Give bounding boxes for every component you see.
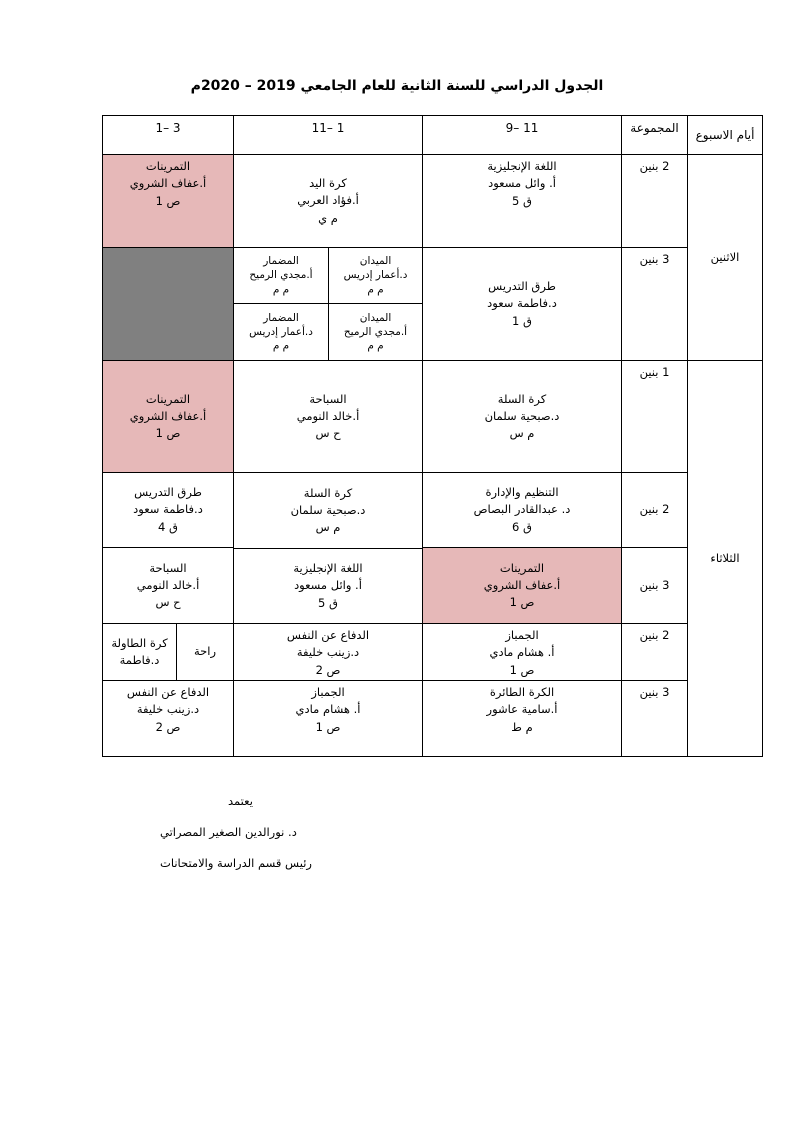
group-label: 3 بنين [621, 547, 688, 624]
day-tuesday: الثلاثاء [687, 360, 763, 757]
day-monday: الاثنين [687, 154, 763, 361]
group-label: 2 بنين [621, 472, 688, 548]
class-cell: كرة السلة د.صبحية سلمان م س اللغة الإنجليزية أ. وائل مسعود ق 5 [233, 472, 423, 624]
class-cell: راحة [176, 623, 234, 681]
class-cell: كرة السلة د.صبحية سلمان م س [422, 360, 622, 473]
header-slot3: 1– 3 [102, 115, 234, 155]
header-slot1: 9– 11 [422, 115, 622, 155]
class-cell: المضمار د.أعمار إدريس م م [233, 303, 329, 361]
class-cell: الدفاع عن النفس د.زينب خليفة ص 2 [102, 680, 234, 757]
class-cell: الميدان أ.مجدي الرميح م م [328, 303, 423, 361]
class-cell: التمرينات أ.عفاف الشروي ص 1 [422, 547, 622, 624]
header-slot2: 11– 1 [233, 115, 423, 155]
class-cell: المضمار أ.مجدي الرميح م م [233, 247, 329, 304]
signatory-role: رئيس قسم الدراسة والامتحانات [160, 856, 312, 870]
header-days: أيام الاسبوع [687, 115, 763, 155]
class-cell: الجمباز أ. هشام مادي ص 1 [233, 680, 423, 757]
class-cell: الميدان د.أعمار إدريس م م [328, 247, 423, 304]
class-cell: التنظيم والإدارة د. عبدالقادر البصاص ق 6 [422, 472, 622, 548]
class-cell: السباحة أ.خالد النومي ح س [102, 547, 234, 624]
signatory-name: د. نورالدين الصغير المصراتي [160, 825, 297, 839]
approval-label: يعتمد [228, 794, 253, 808]
class-cell: الدفاع عن النفس د.زينب خليفة ص 2 [233, 623, 423, 681]
class-cell: طرق التدريس د.فاطمة سعود ق 4 [102, 472, 234, 548]
group-label: 3 بنين [621, 680, 688, 757]
class-cell: التمرينات أ.عفاف الشروي ص 1 [102, 360, 234, 473]
class-cell: طرق التدريس د.فاطمة سعود ق 1 [422, 247, 622, 361]
group-label: 3 بنين [621, 247, 688, 361]
class-cell: التمرينات أ.عفاف الشروي ص 1 [102, 154, 234, 248]
class-cell: كرة اليد أ.فؤاد العربي م ي [233, 154, 423, 248]
schedule-table [102, 115, 763, 757]
group-label: 2 بنين [621, 154, 688, 248]
group-label: 1 بنين [621, 360, 688, 473]
class-cell: الجمباز أ. هشام مادي ص 1 [422, 623, 622, 681]
class-cell: كرة الطاولة د.فاطمة [102, 623, 177, 681]
class-cell: السباحة أ.خالد النومي ح س [233, 360, 423, 473]
group-label: 2 بنين [621, 623, 688, 681]
blocked-cell [102, 247, 234, 361]
class-cell: اللغة الإنجليزية أ. وائل مسعود ق 5 [422, 154, 622, 248]
class-cell: الكرة الطائرة أ.سامية عاشور م ط [422, 680, 622, 757]
page-title: الجدول الدراسي للسنة الثانية للعام الجامعي 2019 – 2020م [190, 78, 604, 94]
header-group: المجموعة [621, 115, 688, 155]
